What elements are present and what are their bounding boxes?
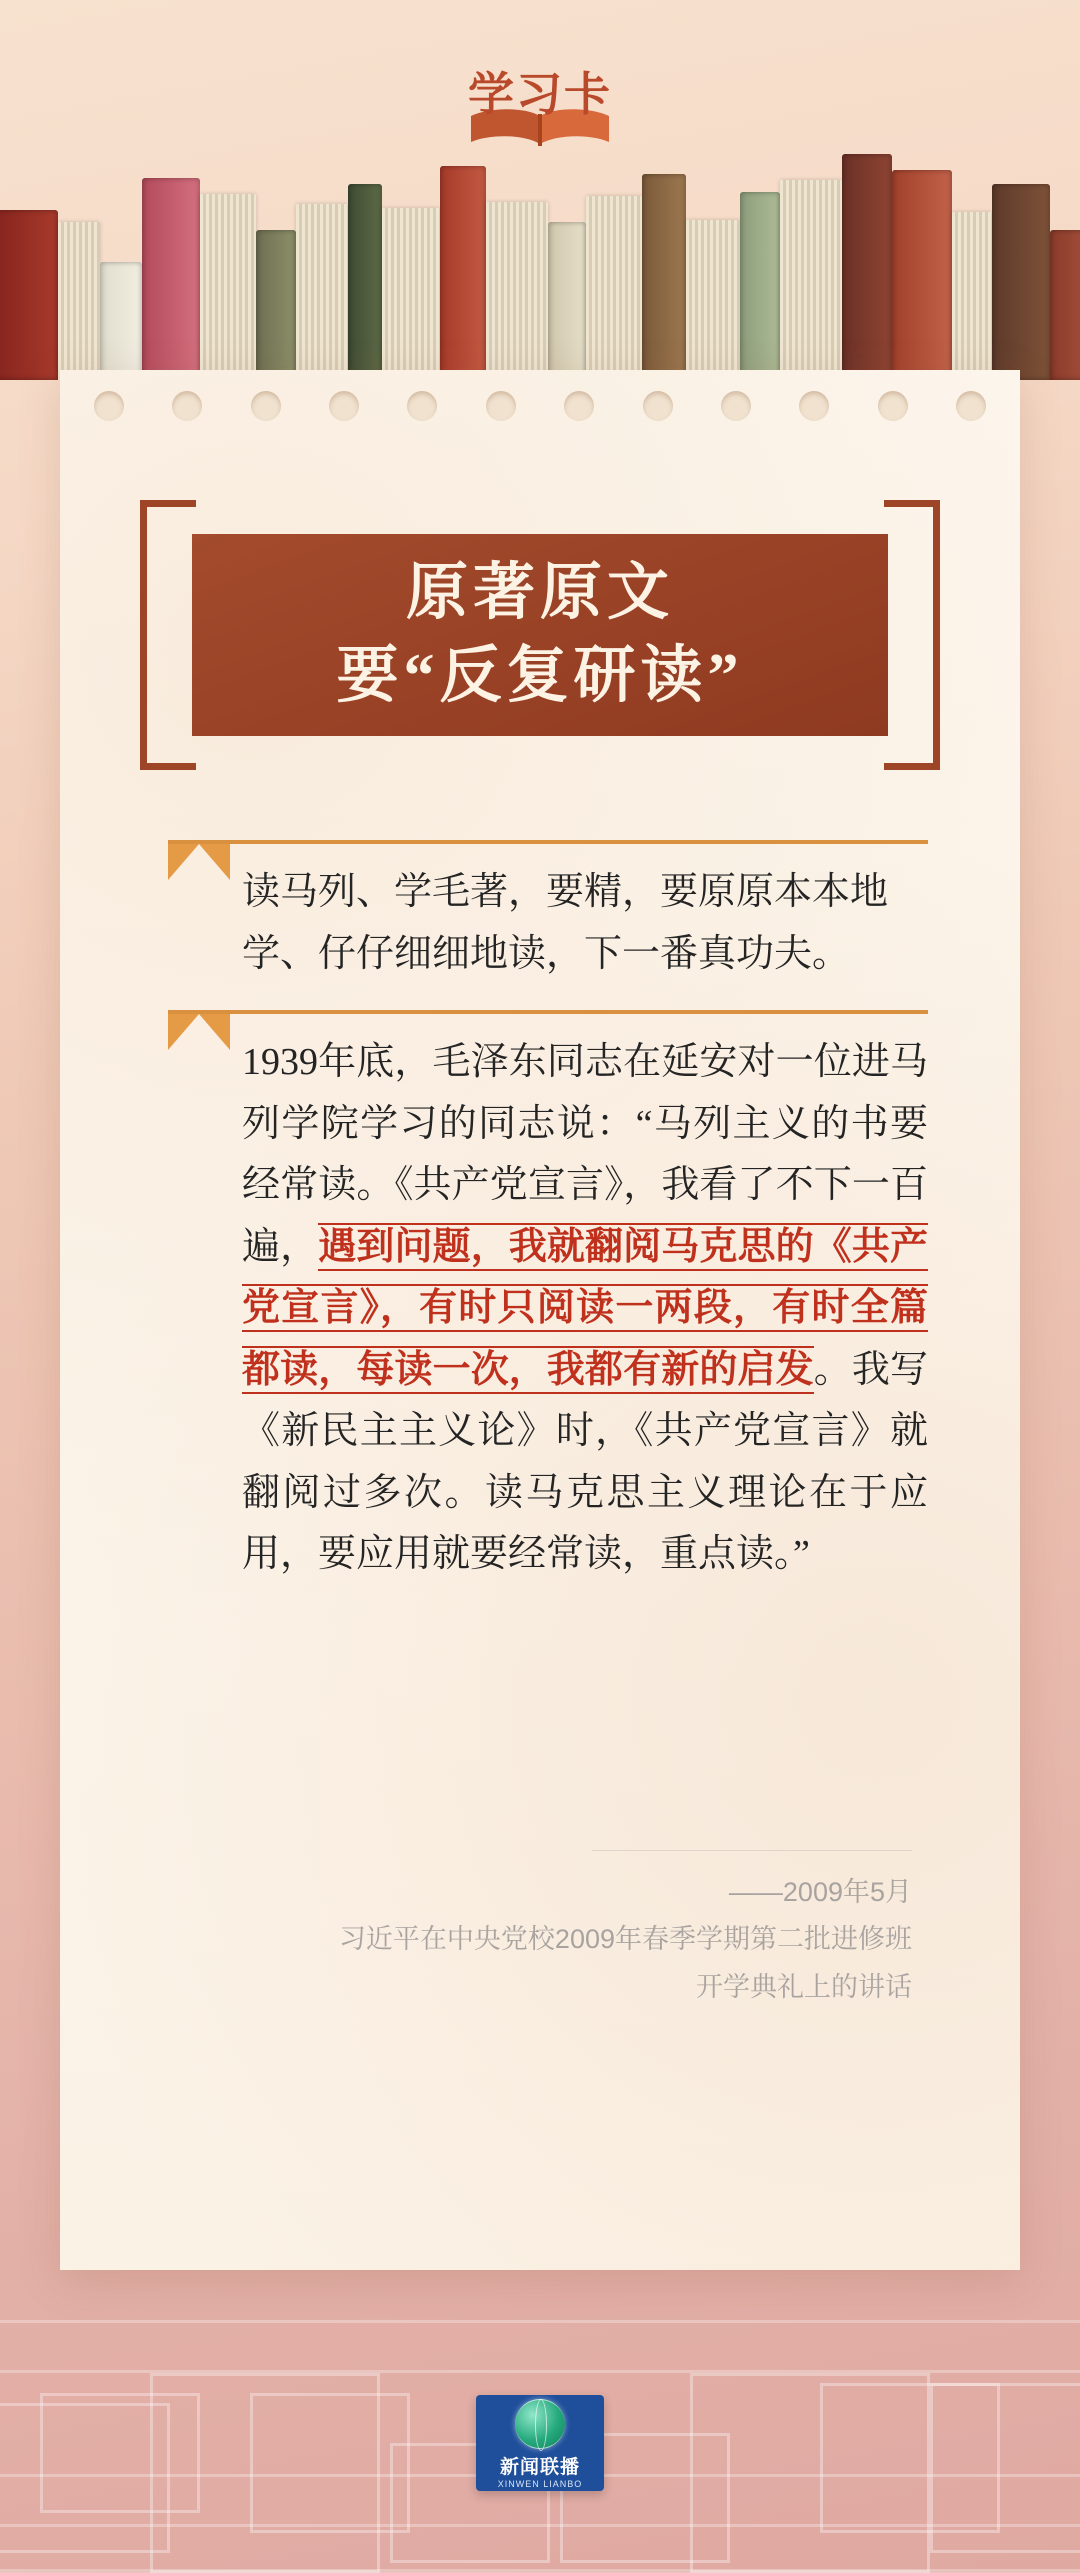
punch-hole [799, 391, 829, 421]
punch-hole [94, 391, 124, 421]
quote-rule [168, 1010, 928, 1014]
content-card [60, 370, 1020, 2270]
punch-hole [956, 391, 986, 421]
xinwen-lianbo-badge[interactable] [476, 2395, 604, 2491]
title-block [60, 500, 1020, 770]
quote-rule [168, 840, 928, 844]
punch-hole [251, 391, 281, 421]
punch-hole [172, 391, 202, 421]
punch-hole [721, 391, 751, 421]
main-quote-text [168, 1010, 928, 1586]
source-divider [592, 1850, 912, 1851]
page-title-line-1: 原著原文 [405, 558, 674, 627]
brand-logo [0, 40, 1080, 150]
quote-flag-icon [168, 1014, 230, 1050]
bracket-left-decoration [140, 500, 196, 770]
page-title-line-2: 要“反复研读” [336, 642, 744, 710]
badge-title-en: XINWEN LIANBO [497, 2479, 583, 2489]
punch-hole [643, 391, 673, 421]
quote-block-1 [168, 840, 928, 985]
quote-1-line-2: 学、仔仔细细地读，下一番真功夫。 [242, 932, 851, 975]
punch-hole [486, 391, 516, 421]
punch-hole [564, 391, 594, 421]
badge-title-cn: 新闻联播 [499, 2457, 580, 2478]
main-quote-highlight: 遇到问题，我就翻阅马克思的《共产党宣言》，有时只阅读一两段，有时全篇都读，每读一次，我都有新的启发 [242, 1223, 928, 1394]
punch-hole-row [60, 384, 1020, 428]
main-quote-part-3: 。我写《新民主主义论》时，《共产党宣言》就翻阅过多次。读马克思主义理论在于应用，要应用就要经常读，重点读。” [242, 1348, 928, 1576]
quote-block-2 [168, 1010, 928, 1586]
punch-hole [878, 391, 908, 421]
source-date: ——2009年5月 [728, 1877, 912, 1907]
logo-text: 学习卡 [468, 69, 612, 120]
source-line-2: 开学典礼上的讲话 [696, 1971, 912, 2002]
quote-1-line-1: 读马列、学毛著，要精，要原原本本地 [242, 871, 889, 913]
source-line-1: 习近平在中央党校2009年春季学期第二批进修班 [338, 1924, 912, 1955]
title-plaque [192, 534, 888, 736]
main-quote-part-1: 1939年底，毛泽东同志在延安对一位进马列学院学习的同志说：“马列主义的书要经常读。《共产党宣言》，我看了不下一百遍， [242, 1041, 928, 1268]
bracket-right-decoration [884, 500, 940, 770]
punch-hole [407, 391, 437, 421]
globe-icon [515, 2399, 565, 2449]
punch-hole [329, 391, 359, 421]
quote-flag-icon [168, 844, 230, 880]
source-attribution [339, 1850, 912, 2011]
